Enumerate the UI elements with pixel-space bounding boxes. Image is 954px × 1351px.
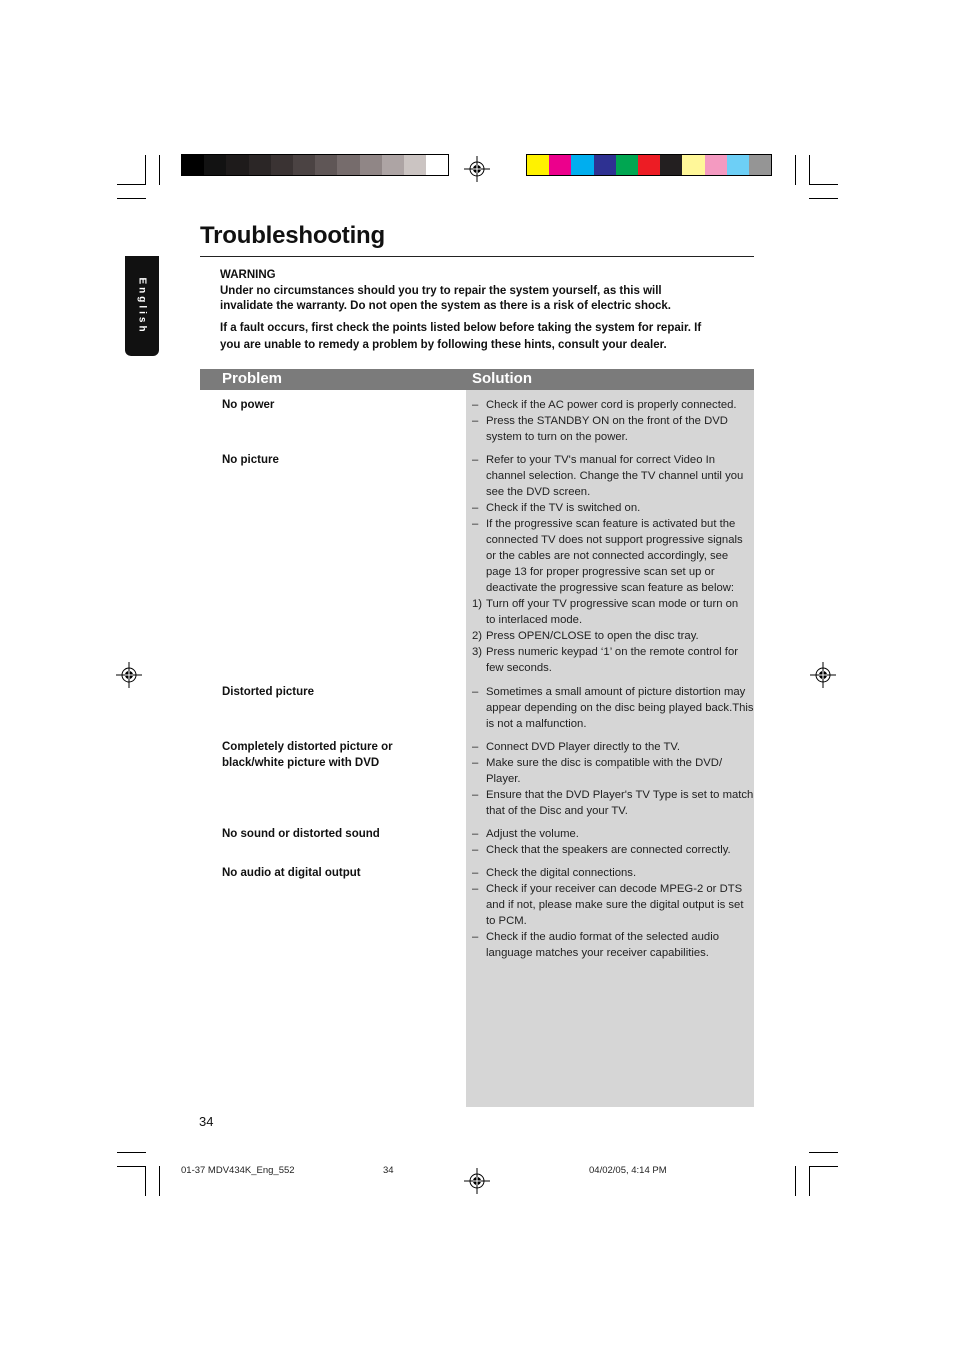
page-number: 34 <box>199 1114 214 1129</box>
solution-text: Connect DVD Player directly to the TV. <box>486 741 681 753</box>
solution-text: few seconds. <box>486 662 552 674</box>
problem-label <box>222 684 452 700</box>
color-swatch <box>249 155 271 175</box>
warning-text: If a fault occurs, first check the points listed below before taking the system for repair. If <box>220 322 702 334</box>
solution-text: or the cables are not connected accordingly, see <box>486 550 729 562</box>
warning-heading: WARNING <box>220 269 276 281</box>
solution-text: channel selection. Change the TV channel until you <box>486 470 744 482</box>
solution-list <box>472 739 754 819</box>
problem-label <box>222 739 452 771</box>
list-marker: – <box>472 844 479 856</box>
crop-mark <box>117 184 146 185</box>
problem-column-header: Problem <box>222 370 283 387</box>
color-swatch <box>749 155 771 175</box>
footer-page: 34 <box>383 1165 394 1176</box>
solution-text: Check the digital connections. <box>486 867 637 879</box>
page-title: Troubleshooting <box>200 222 385 249</box>
list-marker: – <box>472 415 479 427</box>
footer-filename: 01-37 MDV434K_Eng_552 <box>181 1165 295 1176</box>
solution-list <box>472 684 754 732</box>
color-swatch <box>549 155 571 175</box>
color-swatch <box>360 155 382 175</box>
color-swatch <box>382 155 404 175</box>
crop-mark <box>809 184 838 185</box>
color-swatch <box>315 155 337 175</box>
solution-text: Check if the audio format of the selected audio <box>486 931 719 943</box>
solution-text: page 13 for proper progressive scan set up or <box>486 566 715 578</box>
cmyk-color-bar <box>526 154 772 176</box>
solution-item <box>472 787 754 819</box>
solution-text: Check if the TV is switched on. <box>486 502 641 514</box>
crop-mark <box>795 155 796 185</box>
language-tab-label: English <box>136 277 148 335</box>
registration-mark-icon <box>116 662 142 688</box>
solution-item <box>472 865 754 881</box>
solution-list <box>472 452 754 676</box>
list-marker: – <box>472 518 479 530</box>
solution-list <box>472 865 754 961</box>
solution-item <box>472 452 754 500</box>
color-swatch <box>527 155 549 175</box>
problem-text: No audio at digital output <box>222 867 361 879</box>
solution-text: and if not, please make sure the digital output is set <box>486 899 744 911</box>
solution-text: to interlaced mode. <box>486 614 583 626</box>
title-underline <box>200 256 754 257</box>
color-swatch <box>660 155 682 175</box>
solution-text: If the progressive scan feature is activated but the <box>486 518 736 530</box>
color-swatch <box>705 155 727 175</box>
solution-text: Press the STANDBY ON on the front of the DVD <box>486 415 728 427</box>
solution-item <box>472 500 754 516</box>
solution-text: Player. <box>486 773 521 785</box>
color-swatch <box>594 155 616 175</box>
solution-text: Refer to your TV's manual for correct Video In <box>486 454 716 466</box>
solution-text: see the DVD screen. <box>486 486 591 498</box>
color-swatch <box>638 155 660 175</box>
color-swatch <box>337 155 359 175</box>
solution-text: Check if the AC power cord is properly connected. <box>486 399 737 411</box>
crop-mark <box>117 198 146 199</box>
list-marker: 1) <box>472 598 483 610</box>
problem-label <box>222 826 452 842</box>
crop-mark <box>117 1166 146 1167</box>
crop-mark <box>809 1166 810 1196</box>
color-swatch <box>182 155 204 175</box>
color-swatch <box>682 155 704 175</box>
list-marker: – <box>472 867 479 879</box>
solution-item <box>472 413 754 445</box>
crop-mark <box>809 1152 838 1153</box>
solution-text: is not a malfunction. <box>486 718 587 730</box>
color-swatch <box>204 155 226 175</box>
list-marker: 2) <box>472 630 483 642</box>
solution-text: to PCM. <box>486 915 527 927</box>
color-swatch <box>727 155 749 175</box>
solution-item <box>472 755 754 787</box>
crop-mark <box>145 1166 146 1196</box>
solution-column-header: Solution <box>472 370 532 387</box>
color-swatch <box>293 155 315 175</box>
solution-item <box>472 826 754 842</box>
color-swatch <box>571 155 593 175</box>
warning-text: invalidate the warranty. Do not open the system as there is a risk of electric shock. <box>220 300 671 312</box>
list-marker: – <box>472 789 479 801</box>
solution-item <box>472 739 754 755</box>
solution-text: Make sure the disc is compatible with the DVD/ <box>486 757 723 769</box>
list-marker: – <box>472 454 479 466</box>
table-header <box>200 369 754 390</box>
solution-text: deactivate the progressive scan feature as below: <box>486 582 735 594</box>
solution-text: language matches your receiver capabilities. <box>486 947 709 959</box>
solution-list <box>472 826 754 858</box>
problem-text: No sound or distorted sound <box>222 828 380 840</box>
color-swatch <box>404 155 426 175</box>
solution-item <box>472 516 754 596</box>
crop-mark <box>795 1166 796 1196</box>
list-marker: – <box>472 686 479 698</box>
solution-text: Turn off your TV progressive scan mode or turn on <box>486 598 739 610</box>
crop-mark <box>145 155 146 185</box>
warning-text: you are unable to remedy a problem by following these hints, consult your dealer. <box>220 339 667 351</box>
list-marker: – <box>472 741 479 753</box>
solution-item <box>472 397 754 413</box>
solution-text: Sometimes a small amount of picture distortion may <box>486 686 746 698</box>
list-marker: – <box>472 399 479 411</box>
solution-item <box>472 929 754 961</box>
solution-text: connected TV does not support progressive signals <box>486 534 743 546</box>
list-marker: – <box>472 757 479 769</box>
solution-item <box>472 881 754 929</box>
solution-text: Ensure that the DVD Player's TV Type is set to match <box>486 789 754 801</box>
solution-item <box>472 842 754 858</box>
registration-mark-icon <box>464 1168 490 1194</box>
problem-text: black/white picture with DVD <box>222 757 380 769</box>
footer-date: 04/02/05, 4:14 PM <box>589 1165 667 1176</box>
list-marker: – <box>472 931 479 943</box>
solution-text: Press numeric keypad ‘1’ on the remote control for <box>486 646 738 658</box>
crop-mark <box>809 198 838 199</box>
crop-mark <box>159 155 160 185</box>
solution-item <box>472 684 754 732</box>
grayscale-color-bar <box>181 154 449 176</box>
crop-mark <box>809 1166 838 1167</box>
crop-mark <box>809 155 810 185</box>
list-marker: – <box>472 502 479 514</box>
problem-label <box>222 452 452 468</box>
solution-text: Press OPEN/CLOSE to open the disc tray. <box>486 630 699 642</box>
color-swatch <box>226 155 248 175</box>
solution-text: Check if your receiver can decode MPEG-2 or DTS <box>486 883 743 895</box>
problem-label <box>222 397 452 413</box>
problem-label <box>222 865 452 881</box>
crop-mark <box>117 1152 146 1153</box>
solution-list <box>472 397 754 445</box>
color-swatch <box>616 155 638 175</box>
list-marker: – <box>472 828 479 840</box>
solution-text: system to turn on the power. <box>486 431 628 443</box>
color-swatch <box>271 155 293 175</box>
solution-item <box>472 644 754 676</box>
crop-mark <box>159 1166 160 1196</box>
solution-text: Check that the speakers are connected correctly. <box>486 844 731 856</box>
solution-text: that of the Disc and your TV. <box>486 805 628 817</box>
list-marker: – <box>472 883 479 895</box>
problem-text: Completely distorted picture or <box>222 741 393 753</box>
solution-item <box>472 628 754 644</box>
solution-text: appear depending on the disc being played back.This <box>486 702 754 714</box>
list-marker: 3) <box>472 646 483 658</box>
warning-text: Under no circumstances should you try to repair the system yourself, as this will <box>220 285 662 297</box>
registration-mark-icon <box>810 662 836 688</box>
color-swatch <box>426 155 448 175</box>
solution-text: Adjust the volume. <box>486 828 579 840</box>
problem-text: No picture <box>222 454 279 466</box>
registration-mark-icon <box>464 156 490 182</box>
solution-item <box>472 596 754 628</box>
problem-text: Distorted picture <box>222 686 315 698</box>
problem-text: No power <box>222 399 275 411</box>
